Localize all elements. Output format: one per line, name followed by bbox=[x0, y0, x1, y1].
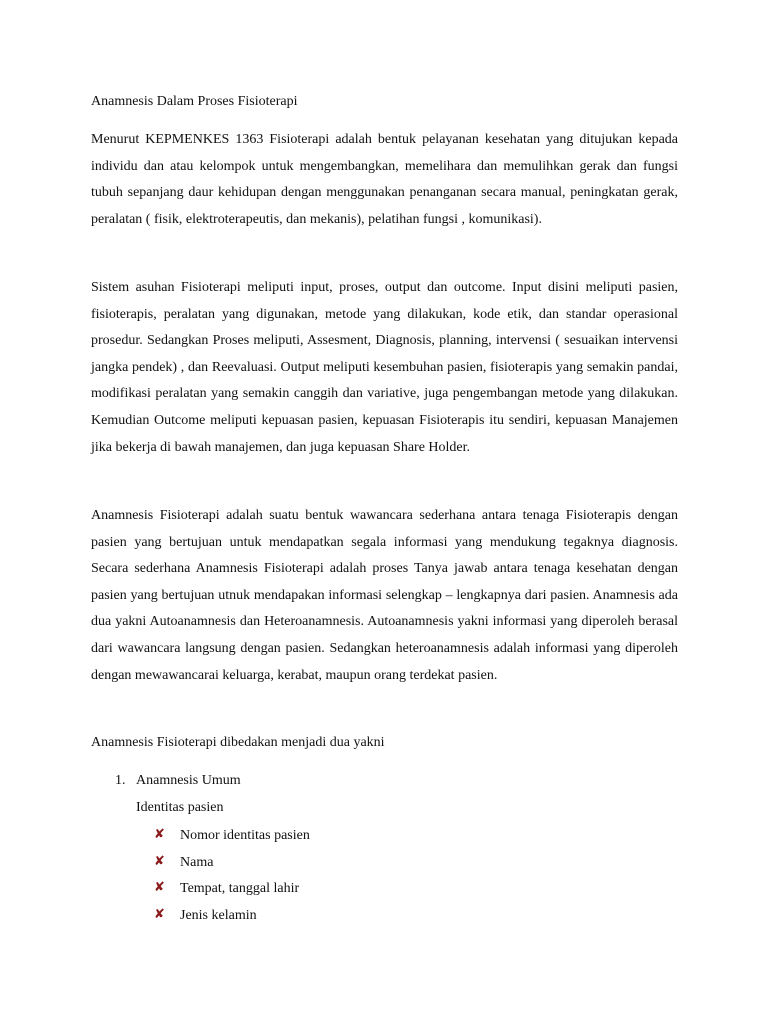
list-item bbox=[154, 879, 310, 906]
paragraph-anamnesis: Anamnesis Fisioterapi adalah suatu bentuk wawancara sederhana antara tenaga Fisioterapis dengan pasien yang bertujuan untuk mendapatkan segala informasi yang mendukung tegaknya diagnosis. Secara sederhana Anamnesis Fisioterapi adalah proses Tanya jawab antara tenaga kesehatan dengan pasien yang bertujuan utnuk mendapakan informasi selengkap – lengkapnya dari pasien. Anamnesis ada dua yakni Autoanamnesis dan Heteroanamnesis. Autoanamnesis yakni informasi yang diperoleh berasal dari wawancara langsung dengan pasien. Sedangkan heteroanamnesis adalah informasi yang diperoleh dengan mewawancarai keluarga, kerabat, maupun orang terdekat pasien. bbox=[91, 508, 678, 683]
list-item-label: Anamnesis Umum bbox=[136, 773, 241, 788]
bullet-list bbox=[154, 826, 310, 932]
x-mark-icon: ✘ bbox=[154, 880, 165, 896]
bullet-text: Nomor identitas pasien bbox=[180, 828, 310, 843]
document-title: Anamnesis Dalam Proses Fisioterapi bbox=[91, 94, 298, 109]
bullet-text: Jenis kelamin bbox=[180, 907, 257, 923]
paragraph-definition: Menurut KEPMENKES 1363 Fisioterapi adalah bentuk pelayanan kesehatan yang ditujukan kepada individu dan atau kelompok untuk mengembangkan, memelihara dan memulihkan gerak dan fungsi tubuh sepanjang daur kehidupan dengan menggunakan penanganan secara manual, peningkatan gerak, peralatan ( fisik, elektroterapeutis, dan mekanis), pelatihan fungsi , komunikasi). bbox=[91, 132, 678, 227]
x-mark-icon: ✘ bbox=[154, 853, 165, 869]
paragraph-system: Sistem asuhan Fisioterapi meliputi input, proses, output dan outcome. Input disini meliputi pasien, fisioterapis, peralatan yang digunakan, metode yang dilakukan, kode etik, dan standar operasional prosedur. Sedangkan Proses meliputi, Assesment, Diagnosis, planning, intervensi ( sesuaikan intervensi jangka pendek) , dan Reevaluasi. Output meliputi kesembuhan pasien, fisioterapis yang semakin pandai, modifikasi peralatan yang semakin canggih dan variative, juga pengembangan metode yang dilakukan. Kemudian Outcome meliputi kepuasan pasien, kepuasan Fisioterapis itu sendiri, kepuasan Manajemen jika bekerja di bawah manajemen, dan juga kepuasan Share Holder. bbox=[91, 280, 678, 455]
list-item bbox=[154, 826, 310, 853]
numbered-list-item bbox=[115, 773, 241, 789]
bullet-text: Tempat, tanggal lahir bbox=[180, 881, 300, 897]
x-mark-icon: ✘ bbox=[154, 827, 165, 842]
list-intro: Anamnesis Fisioterapi dibedakan menjadi dua yakni bbox=[91, 735, 385, 750]
list-item bbox=[154, 906, 310, 933]
bullet-text: Nama bbox=[180, 854, 214, 870]
subheading: Identitas pasien bbox=[136, 800, 224, 815]
x-mark-icon: ✘ bbox=[154, 906, 165, 922]
list-number: 1. bbox=[115, 773, 126, 788]
list-item bbox=[154, 853, 310, 880]
